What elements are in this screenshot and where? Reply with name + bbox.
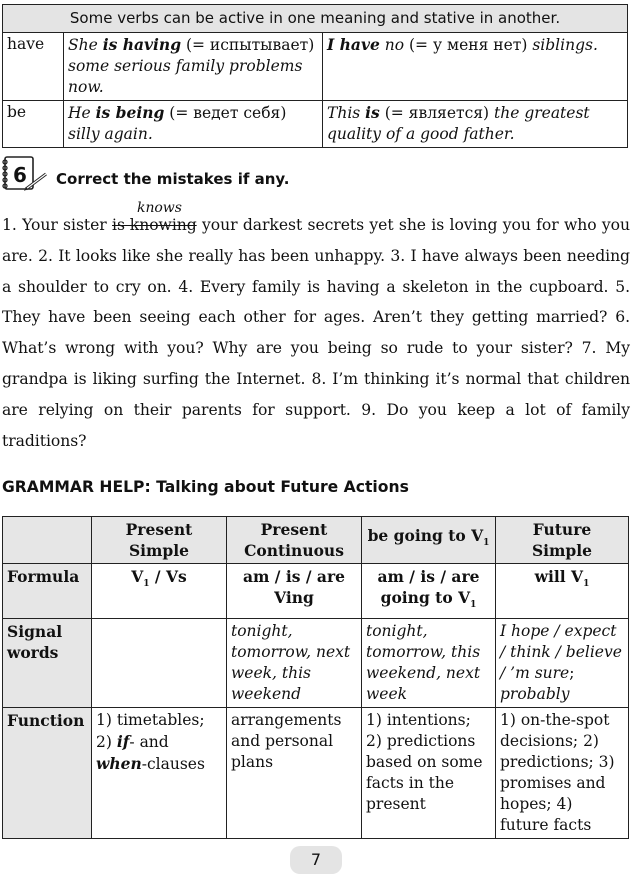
table-header: Some verbs can be active in one meaning and stative in another. bbox=[3, 5, 628, 33]
function-be-going-to: 1) intentions; 2) predictions based on some facts in the present bbox=[362, 708, 496, 839]
col-future-simple: Future Simple bbox=[496, 517, 629, 564]
page-number: 7 bbox=[290, 846, 342, 874]
signal-present-simple bbox=[92, 619, 227, 708]
table-header-row bbox=[3, 517, 629, 564]
stative-example: I have no (= у меня нет) siblings. bbox=[323, 33, 628, 101]
grammar-help-title: GRAMMAR HELP: Talking about Future Actions bbox=[2, 478, 409, 496]
table-row bbox=[3, 101, 628, 148]
col-be-going-to: be going to $V_1$ bbox=[362, 517, 496, 564]
signal-future-simple: I hope / expect / think / believe / ’m sure; probably bbox=[496, 619, 629, 708]
active-example: He is being (= ведет себя) silly again. bbox=[64, 101, 323, 148]
table-row bbox=[3, 708, 629, 839]
row-label-function: Function bbox=[3, 708, 92, 839]
function-present-continuous: arrangements and personal plans bbox=[227, 708, 362, 839]
table-row bbox=[3, 564, 629, 619]
active-example: She is having (= испытывает) some serious family problems now. bbox=[64, 33, 323, 101]
exercise-text: 1. Your sister is knowing knows your darkest secrets yet she is loving you for who you are. 2. It looks like she really has been unhappy. 3. I have always been needing a shoulder to cry on. 4. Every family is having a skeleton in the cupboard. 5. They have been seeing each other for ages. Aren’t they getting married? 6. What’s wrong with you? Why are you being so rude to your sister? 7. My grandpa is liking surfing the Internet. 8. I’m thinking it’s normal that children are relying on their parents for support. 9. Do you keep a lot of family traditions? bbox=[2, 210, 630, 456]
verb-cell: be bbox=[3, 101, 64, 148]
signal-present-continuous: tonight, tomorrow, next week, this weekend bbox=[227, 619, 362, 708]
formula-present-simple: $V_1$ / Vs bbox=[92, 564, 227, 619]
formula-be-going-to: am / is / are going to $V_1$ bbox=[362, 564, 496, 619]
col-present-simple: Present Simple bbox=[92, 517, 227, 564]
formula-present-continuous: am / is / are Ving bbox=[227, 564, 362, 619]
function-present-simple: 1) timetables; 2) if- and when-clauses bbox=[92, 708, 227, 839]
struck-text: is knowing knows bbox=[112, 210, 197, 241]
function-future-simple: 1) on-the-spot decisions; 2) predictions; 3) promises and hopes; 4) future facts bbox=[496, 708, 629, 839]
row-label-formula: Formula bbox=[3, 564, 92, 619]
exercise-title: Correct the mistakes if any. bbox=[56, 170, 290, 188]
col-present-continuous: Present Continuous bbox=[227, 517, 362, 564]
signal-be-going-to: tonight, tomorrow, this weekend, next week bbox=[362, 619, 496, 708]
stative-example: This is (= является) the greatest quality of a good father. bbox=[323, 101, 628, 148]
table-row bbox=[3, 33, 628, 101]
notebook-pencil-icon bbox=[2, 154, 54, 196]
future-tenses-table bbox=[2, 516, 629, 839]
row-label-signal-words: Signal words bbox=[3, 619, 92, 708]
correction-text: knows bbox=[137, 200, 182, 216]
empty-cell bbox=[3, 517, 92, 564]
verb-cell: have bbox=[3, 33, 64, 101]
exercise-number: 6 bbox=[13, 163, 27, 187]
stative-verbs-table bbox=[2, 4, 628, 148]
table-row bbox=[3, 619, 629, 708]
formula-future-simple: will $V_1$ bbox=[496, 564, 629, 619]
